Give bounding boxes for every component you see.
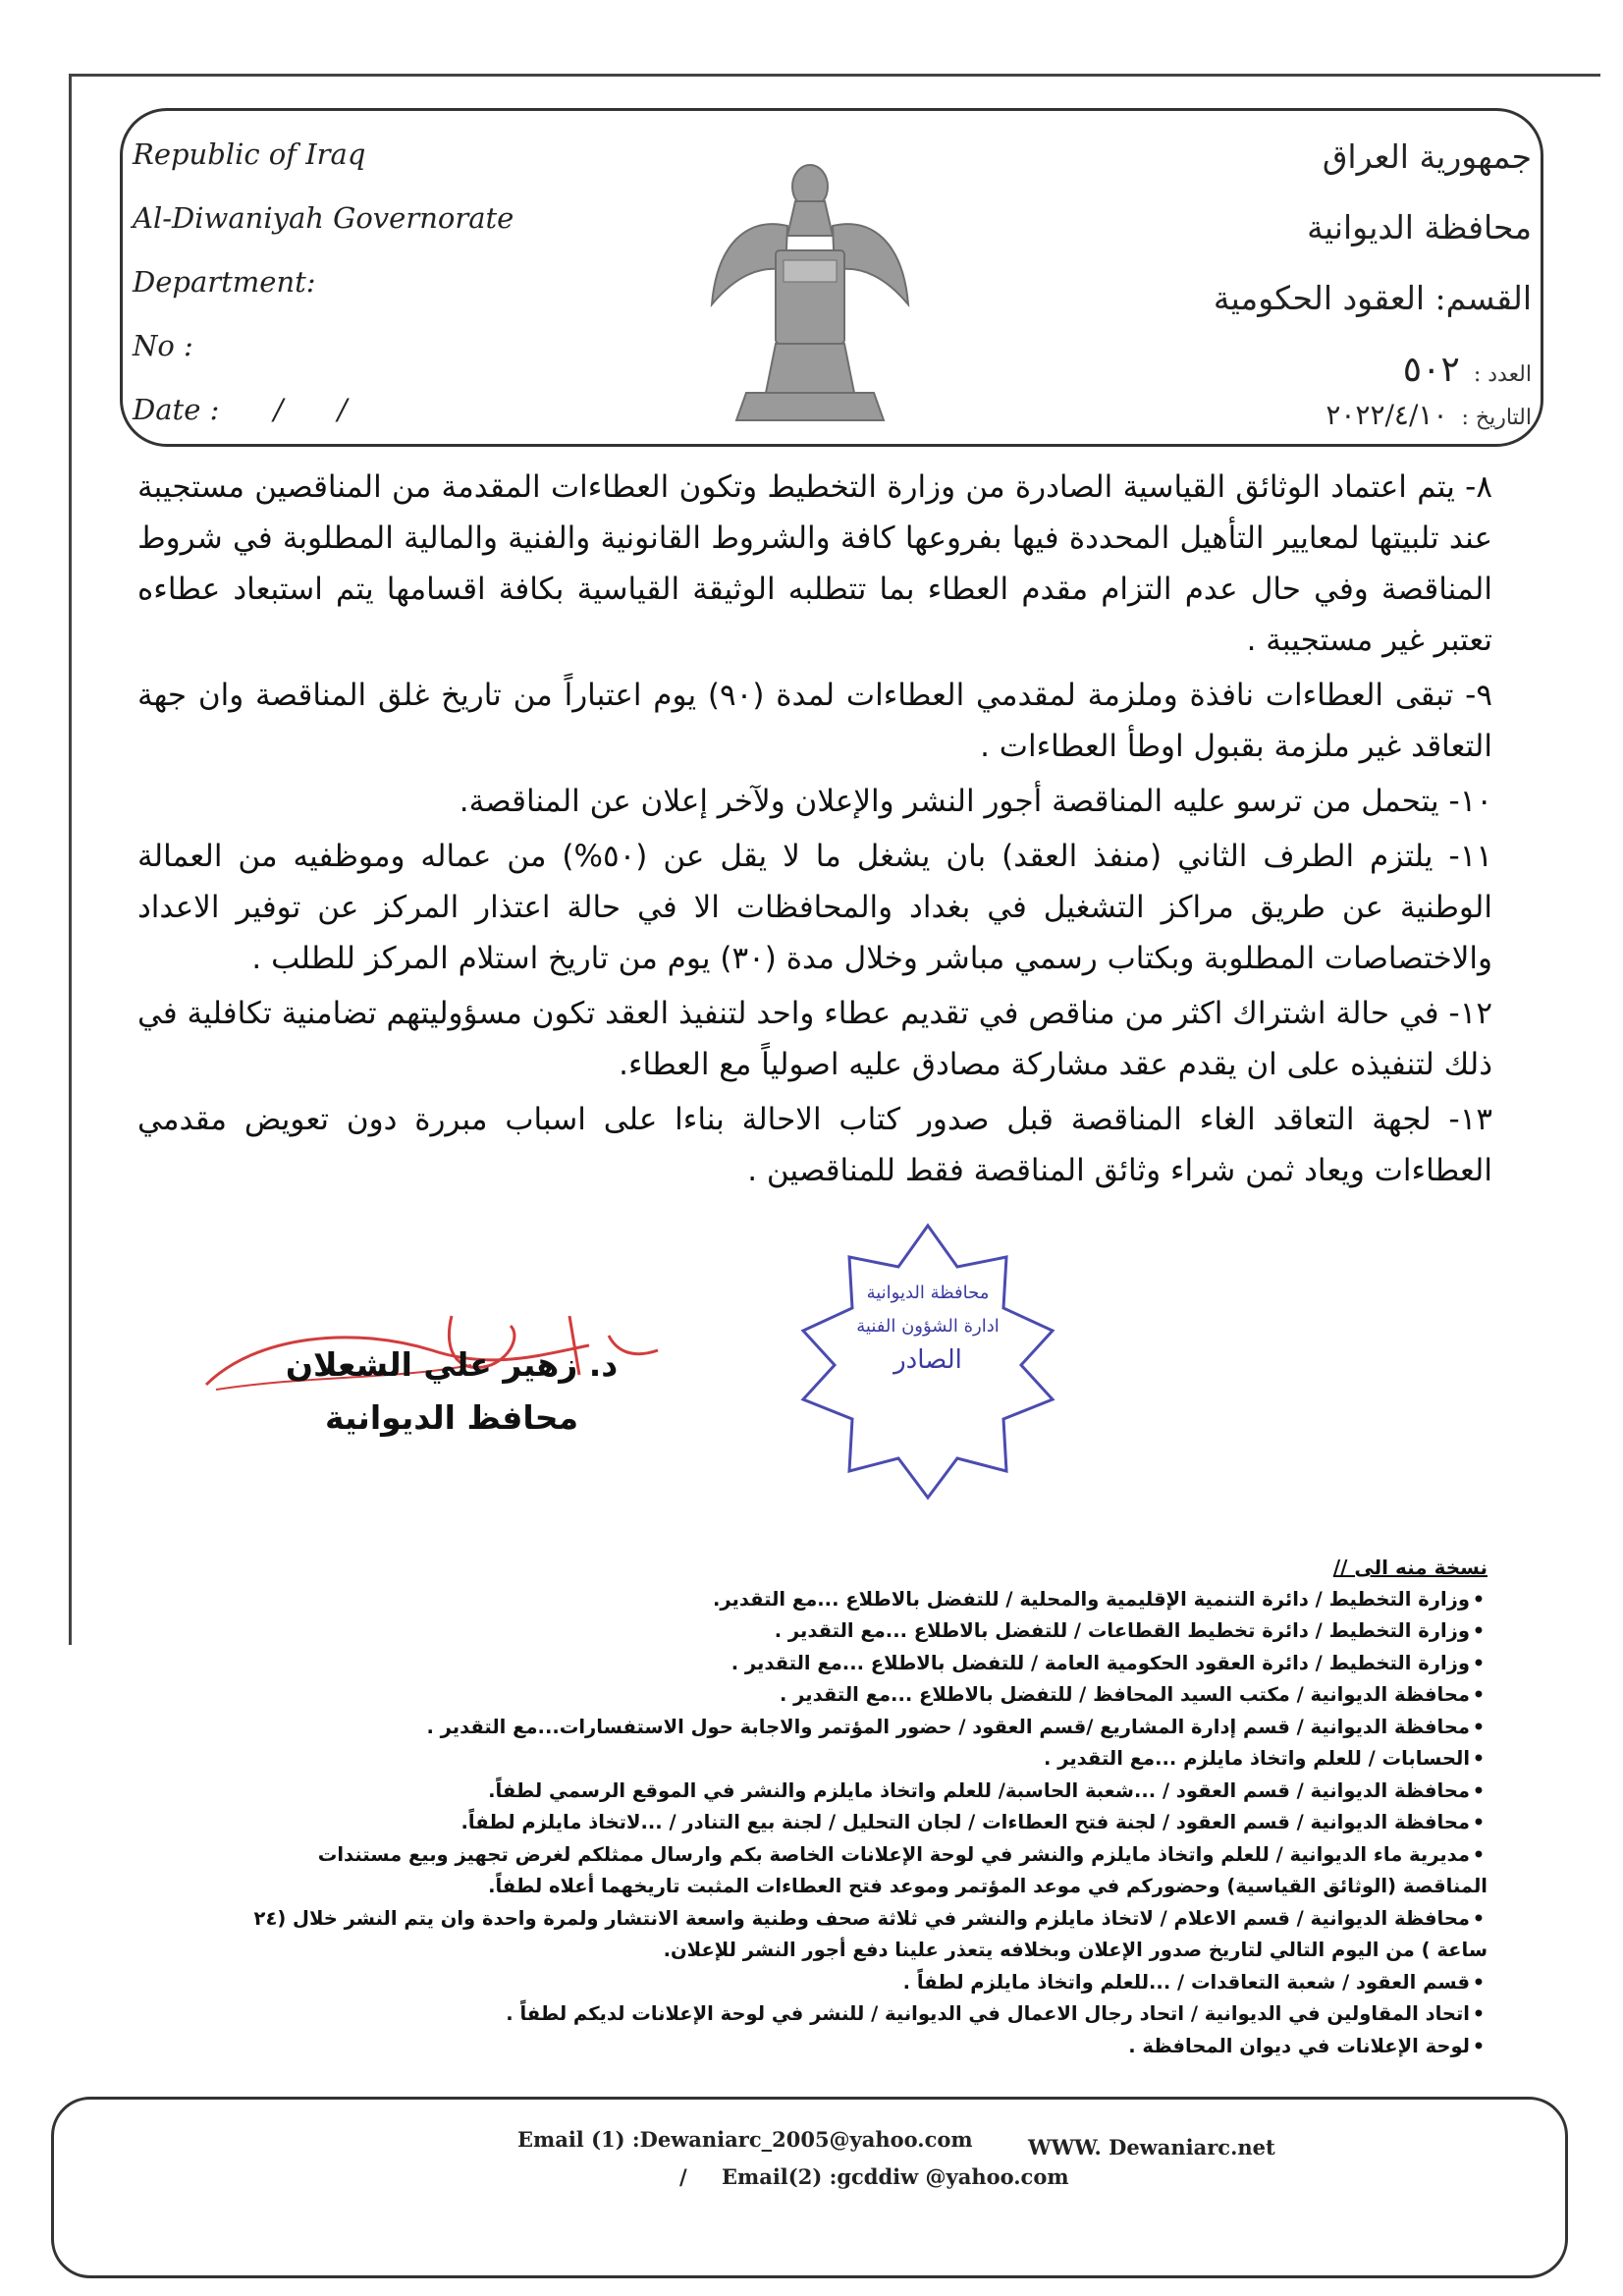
- clause-12: ١٢- في حالة اشتراك اكثر من مناقص في تقديم عطاء واحد لتنفيذ العقد تكون مسؤوليتهم تضامنية تكافلية في ذلك لتنفيذه على ان يقدم عقد مشاركة مصادق عليه اصولياً مع العطاء.: [137, 996, 1492, 1082]
- number-label-ar: العدد :: [1473, 362, 1532, 387]
- document-body: [137, 462, 1492, 1200]
- copy-item: •الحسابات / للعلم واتخاذ مايلزم ...مع التقدير .: [152, 1743, 1488, 1776]
- copies-heading: نسخة منه الى //: [1332, 1556, 1488, 1579]
- date-label-en: Date : / /: [133, 393, 348, 426]
- governorate-en: Al-Diwaniyah Governorate: [133, 201, 514, 235]
- date-value-ar: ٢٠٢٢/٤/١٠: [1325, 399, 1448, 431]
- footer-separator: /: [679, 2164, 687, 2189]
- bullet-icon: •: [1472, 1906, 1486, 1930]
- stamp-line-2: ادارة الشؤون الفنية: [856, 1316, 1000, 1337]
- letterhead-english: [133, 137, 574, 457]
- footer-website: WWW. Dewaniarc.net: [1028, 2135, 1275, 2159]
- footer-email-2: Email(2) :gcddiw @yahoo.com: [721, 2164, 1069, 2189]
- bullet-icon: •: [1472, 1619, 1486, 1642]
- top-border-line: [69, 74, 1600, 77]
- copy-item: •اتحاد المقاولين في الديوانية / اتحاد رجال الاعمال في الديوانية / للنشر في لوحة الإعلانات لديكم لطفاً .: [152, 1998, 1488, 2031]
- copy-item: •محافظة الديوانية / قسم إدارة المشاريع /قسم العقود / حضور المؤتمر والاجابة حول الاستفسارات...مع التقدير .: [152, 1712, 1488, 1744]
- clause-8: ٨- يتم اعتماد الوثائق القياسية الصادرة من وزارة التخطيط وتكون العطاءات المقدمة من المناقصين مستجيبة عند تلبيتها لمعايير التأهيل المحددة فيها بفروعها كافة والشروط القانونية والفنية والمالية المطلوبة في شروط المناقصة وفي حال عدم التزام مقدم العطاء بما تتطلبه الوثيقة القياسية بكافة اقسامها يتم استبعاد عطاءه تعتبر غير مستجيبة .: [137, 469, 1492, 658]
- country-en: Republic of Iraq: [133, 137, 366, 171]
- signatory-title: محافظ الديوانية: [324, 1398, 579, 1437]
- clause-10: ١٠- يتحمل من ترسو عليه المناقصة أجور النشر والإعلان ولآخر إعلان عن المناقصة.: [459, 784, 1492, 819]
- clause-9: ٩- تبقى العطاءات نافذة وملزمة لمقدمي العطاءات لمدة (٩٠) يوم اعتباراً من تاريخ غلق المناقصة وان جهة التعاقد غير ملزمة بقبول اوطأ العطاءات .: [137, 678, 1492, 764]
- copy-item: •وزارة التخطيط / دائرة التنمية الإقليمية والمحلية / للتفضل بالاطلاع ...مع التقدير.: [152, 1584, 1488, 1616]
- letterhead-arabic: [1109, 137, 1532, 448]
- date-label-ar: التاريخ :: [1461, 406, 1532, 430]
- copy-item-continuation: ساعة ) من اليوم التالي لتاريخ صدور الإعلان وبخلافه يتعذر علينا دفع أجور النشر للإعلان.: [663, 1939, 1488, 1961]
- number-label-en: No :: [133, 329, 193, 362]
- bullet-icon: •: [1472, 1587, 1486, 1611]
- clause-13: ١٣- لجهة التعاقد الغاء المناقصة قبل صدور كتاب الاحالة بناءا على اسباب مبررة دون تعويض مقدمي العطاءات ويعاد ثمن شراء وثائق المناقصة فقط للمناقصين .: [137, 1102, 1492, 1188]
- copies-to-list: [152, 1552, 1488, 2062]
- footer-email-2-row: [679, 2164, 1069, 2189]
- copy-item: •محافظة الديوانية / قسم الاعلام / لاتخاذ مايلزم والنشر في ثلاثة صحف وطنية واسعة الانتشار ولمرة واحدة وان يتم النشر خلال (٢٤: [152, 1903, 1488, 1936]
- copy-item: •محافظة الديوانية / مكتب السيد المحافظ / للتفضل بالاطلاع ...مع التقدير .: [152, 1679, 1488, 1712]
- copy-item: •محافظة الديوانية / قسم العقود / لجنة فتح العطاءات / لجان التحليل / لجنة بيع التنادر / ...لاتخاذ مايلزم لطفاً.: [152, 1807, 1488, 1839]
- footer-email-1: Email (1) :Dewaniarc_2005@yahoo.com: [517, 2127, 973, 2152]
- bullet-icon: •: [1472, 2034, 1486, 2057]
- copy-item: •وزارة التخطيط / دائرة تخطيط القطاعات / للتفضل بالاطلاع ...مع التقدير .: [152, 1615, 1488, 1648]
- number-value-ar: ٥٠٢: [1402, 350, 1460, 390]
- copy-item: •محافظة الديوانية / قسم العقود / ...شعبة الحاسبة/ للعلم واتخاذ مايلزم والنشر في الموقع الرسمي لطفاً.: [152, 1776, 1488, 1808]
- bullet-icon: •: [1472, 1842, 1486, 1866]
- stamp-line-3: الصادر: [893, 1345, 962, 1375]
- bullet-icon: •: [1472, 1778, 1486, 1802]
- bullet-icon: •: [1472, 1651, 1486, 1674]
- copy-item: •لوحة الإعلانات في ديوان المحافظة .: [152, 2031, 1488, 2063]
- department-label-en: Department:: [133, 265, 316, 299]
- copy-item: •مديرية ماء الديوانية / للعلم واتخاذ مايلزم والنشر في لوحة الإعلانات الخاصة بكم وارسال ممثلكم لغرض تجهيز وبيع مستندات: [152, 1839, 1488, 1872]
- bullet-icon: •: [1472, 1683, 1486, 1706]
- department-ar: القسم: العقود الحكومية: [1213, 279, 1532, 317]
- copy-item: •قسم العقود / شعبة التعاقدات / ...للعلم واتخاذ مايلزم لطفاً .: [152, 1967, 1488, 1999]
- bullet-icon: •: [1472, 1811, 1486, 1833]
- governorate-ar: محافظة الديوانية: [1307, 208, 1532, 246]
- iraq-eagle-emblem-icon: [707, 157, 913, 432]
- bullet-icon: •: [1472, 2002, 1486, 2025]
- country-ar: جمهورية العراق: [1322, 137, 1532, 176]
- copy-item-continuation: المناقصة (الوثائق القياسية) وحضوركم في موعد المؤتمر وموعد فتح العطاءات المثبت تاريخهما أعلاه لطفاً.: [488, 1875, 1488, 1897]
- stamp-text: [815, 1277, 1041, 1377]
- copy-item: •وزارة التخطيط / دائرة العقود الحكومية العامة / للتفضل بالاطلاع ...مع التقدير .: [152, 1648, 1488, 1680]
- bullet-icon: •: [1472, 1715, 1486, 1738]
- bullet-icon: •: [1472, 1970, 1486, 1994]
- stamp-line-1: محافظة الديوانية: [866, 1283, 990, 1303]
- date-row-ar: [1109, 399, 1532, 448]
- clause-11: ١١- يلتزم الطرف الثاني (منفذ العقد) بان يشغل ما لا يقل عن (٥٠%) من عماله وموظفيه من العمالة الوطنية عن طريق مراكز التشغيل في بغداد والمحافظات الا في حالة اعتذار المركز عن توفير الاعداد والاختصاصات المطلوبة وبكتاب رسمي مباشر وخلال مدة (٣٠) يوم من تاريخ استلام المركز للطلب .: [137, 839, 1492, 976]
- signatory-name: د. زهير علي الشعلان: [285, 1345, 619, 1384]
- signature-block: [275, 1345, 628, 1451]
- bullet-icon: •: [1472, 1747, 1486, 1770]
- number-row-ar: [1109, 350, 1532, 399]
- left-border-line: [69, 74, 72, 1645]
